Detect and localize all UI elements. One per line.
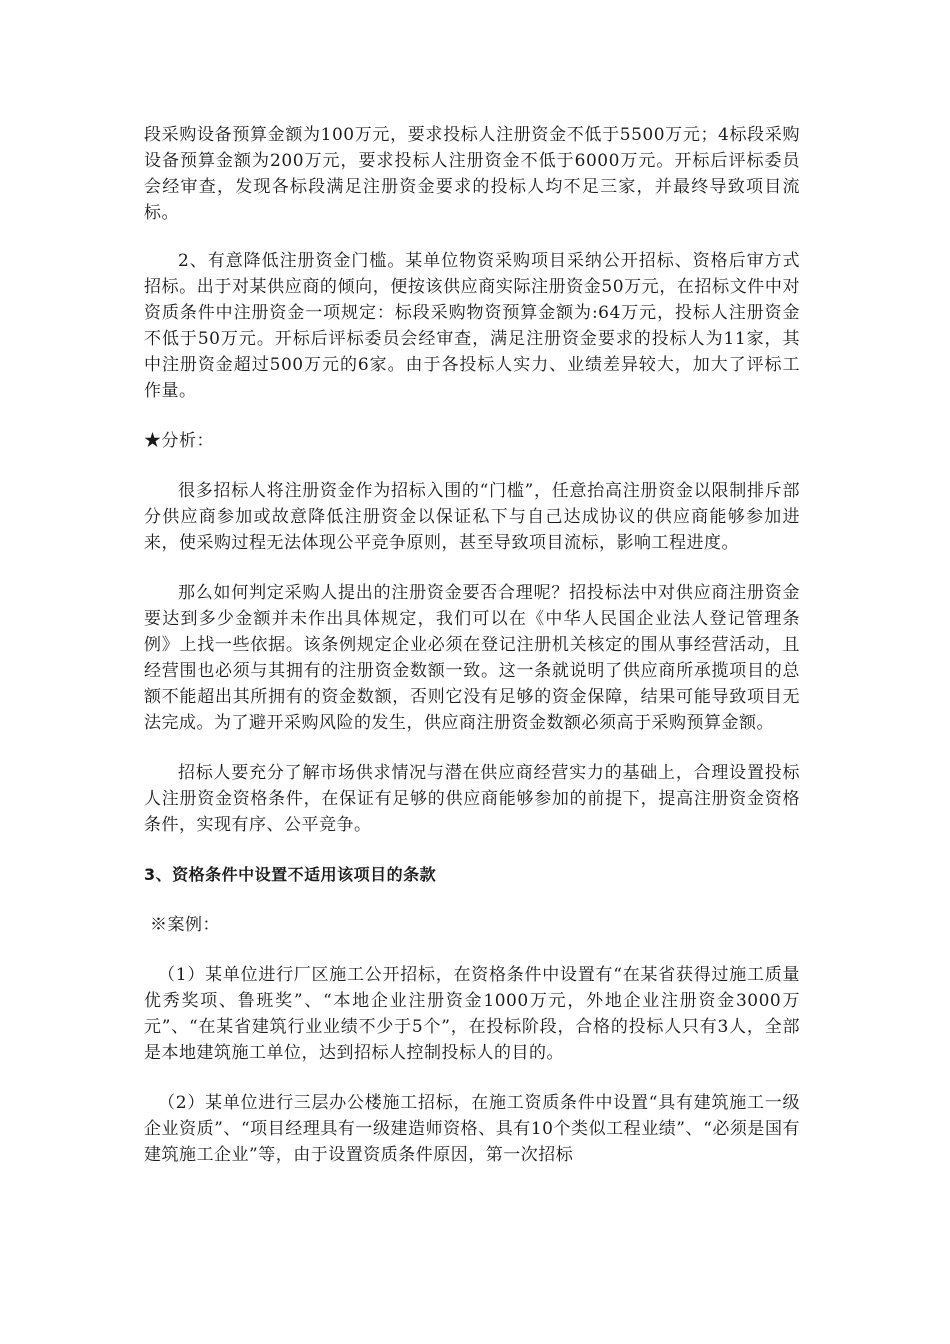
paragraph-lowered-threshold: 2、有意降低注册资金门槛。某单位物资采购项目采纳公开招标、资格后审方式招标。出于对某供应商的倾向，便按该供应商实际注册资金50万元，在招标文件中对资质条件中注册资金一项规定：标段采购物资预算金额为:64万元，投标人注册资金不低于50万元。开标后评标委员会经审查，满足注册资金要求的投标人为11家，其中注册资金超过500万元的6家。由于各投标人实力、业绩差异较大，加大了评标工作量。 [144,251,800,401]
case-label: ※案例： [150,915,220,935]
analysis-label: ★分析： [144,431,214,451]
paragraph-case-2: （2）某单位进行三层办公楼施工招标，在施工资质条件中设置“具有建筑施工一级企业资质”、“项目经理具有一级建造师资格、具有10个类似工程业绩”、“必须是国有建筑施工企业”等，由于设置资质条件原因，第一次招标 [144,1093,800,1165]
paragraph-analysis: 很多招标人将注册资金作为招标入围的“门槛”，任意抬高注册资金以限制排斥部分供应商参加或故意降低注册资金以保证私下与自己达成协议的供应商能够参加进来，使采购过程无法体现公平竞争原则，甚至导致项目流标，影响工程进度。 [144,481,800,553]
paragraph-case-1: （1）某单位进行厂区施工公开招标，在资格条件中设置有“在某省获得过施工质量优秀奖项、鲁班奖”、“本地企业注册资金1000万元，外地企业注册资金3000万元”、“在某省建筑行业业绩不少于5个”，在投标阶段，合格的投标人只有3人，全部是本地建筑施工单位，达到招标人控制投标人的目的。 [144,965,800,1063]
paragraph-recommendation: 招标人要充分了解市场供求情况与潜在供应商经营实力的基础上，合理设置投标人注册资金资格条件，在保证有足够的供应商能够参加的前提下，提高注册资金资格条件，实现有序、公平竞争。 [144,763,800,835]
paragraph-judgement: 那么如何判定采购人提出的注册资金要否合理呢？招投标法中对供应商注册资金要达到多少金额并未作出具体规定，我们可以在《中华人民国企业法人登记管理条例》上找一些依据。该条例规定企业必须在登记注册机关核定的围从事经营活动，且经营围也必须与其拥有的注册资金数额一致。这一条就说明了供应商所承揽项目的总额不能超出其所拥有的资金数额，否则它没有足够的资金保障，结果可能导致项目无法完成。为了避开采购风险的发生，供应商注册资金数额必须高于采购预算金额。 [144,583,800,733]
paragraph-budget-requirements: 段采购设备预算金额为100万元，要求投标人注册资金不低于5500万元；4标段采购设备预算金额为200万元，要求投标人注册资金不低于6000万元。开标后评标委员会经审查，发现各标段满足注册资金要求的投标人均不足三家，并最终导致项目流标。 [144,125,800,223]
section-heading-3: 3、资格条件中设置不适用该项目的条款 [144,865,437,884]
